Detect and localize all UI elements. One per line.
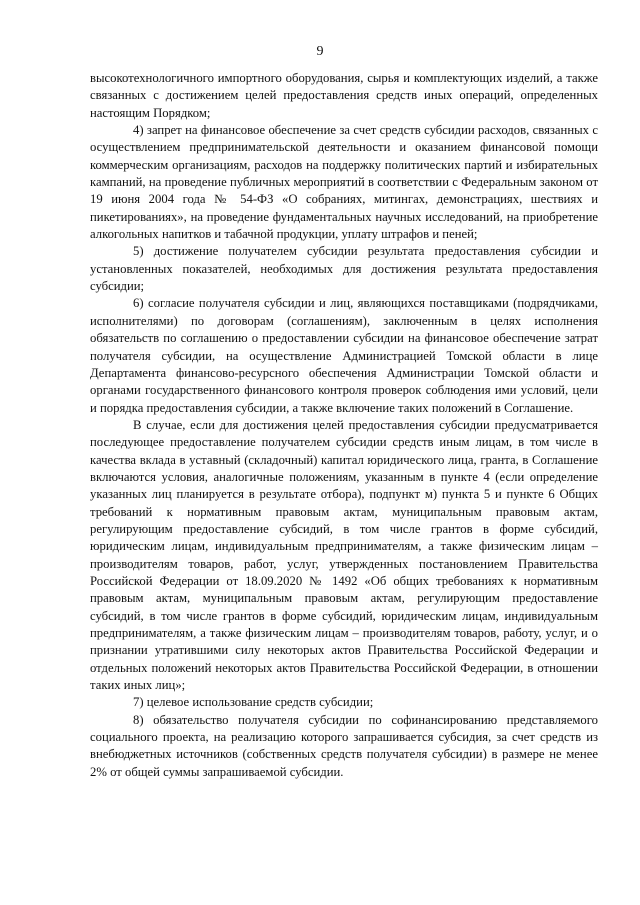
paragraph-other-persons: В случае, если для достижения целей предоставления субсидии предусматривается последующее предоставление получателем субсидии средств иным лицам, в том числе в качества вклада в уставный (складочный) капитал юридического лица, гранта, в Соглашение включаются условия, аналогичные положениям, указанным в пункте 4 (если определение указанных лиц планируется в результате отбора), подпункт м) пункта 5 и пункте 6 Общих требований к нормативным правовым актам, муниципальным правовым актам, регулирующим предоставление субсидий, в том числе грантов в форме субсидий, юридическим лицам, индивидуальным предпринимателям, а также физическим лицам – производителям товаров, работ, услуг, утвержденных постановлением Правительства Российской Федерации от 18.09.2020 № 1492 «Об общих требованиях к нормативным правовым актам, муниципальным правовым актам, регулирующим предоставление субсидий, в том числе грантов в форме субсидий, юридическим лицам, индивидуальным предпринимателям, а также физическим лицам – производителям товаров, работу, услуг, и о признании утратившими силу некоторых актов Правительства Российской Федерации и отдельных положений некоторых актов Правительства Российской Федерации, в отношении таких иных лиц»;: [90, 417, 598, 693]
paragraph-item-4: 4) запрет на финансовое обеспечение за счет средств субсидии расходов, связанных с осуществлением предпринимательской деятельности и оказанием финансовой помощи коммерческим организациям, расходов на поддержку политических партий и избирательных кампаний, на проведение публичных мероприятий в соответствии с Федеральным законом от 19 июня 2004 года № 54-ФЗ «О собраниях, митингах, демонстрациях, шествиях и пикетированиях», на проведение фундаментальных научных исследований, на приобретение алкогольных напитков и табачной продукции, уплату штрафов и пеней;: [90, 123, 598, 242]
paragraph-item-6: 6) согласие получателя субсидии и лиц, являющихся поставщиками (подрядчиками, исполнителями) по договорам (соглашениям), заключенным в целях исполнения обязательств по соглашению о предоставлении субсидии на финансовое обеспечение затрат получателя субсидии, на осуществление Администрацией Томской области в лице Департамента финансово-ресурсного обеспечения Администрации Томской области и органами государственного финансового контроля проверок соблюдения ими условий, цели и порядка предоставления субсидии, а также включение таких положений в Соглашение.: [90, 296, 598, 415]
document-body: [90, 70, 598, 781]
paragraph-item-7: 7) целевое использование средств субсидии;: [133, 695, 374, 710]
paragraph-item-8: 8) обязательство получателя субсидии по софинансированию представляемого социального проекта, на реализацию которого запрашивается субсидия, за счет средств из внебюджетных источников (собственных средств получателя субсидии) в размере не менее 2% от общей суммы запрашиваемой субсидии.: [90, 712, 598, 779]
page-number: 9: [316, 44, 324, 59]
paragraph-item-5: 5) достижение получателем субсидии результата предоставления субсидии и установленных показателей, необходимых для достижения результата предоставления субсидии;: [90, 244, 598, 294]
paragraph-continuation: высокотехнологичного импортного оборудования, сырья и комплектующих изделий, а также связанных с достижением целей предоставления средств иных операций, определенных настоящим Порядком;: [90, 71, 598, 120]
